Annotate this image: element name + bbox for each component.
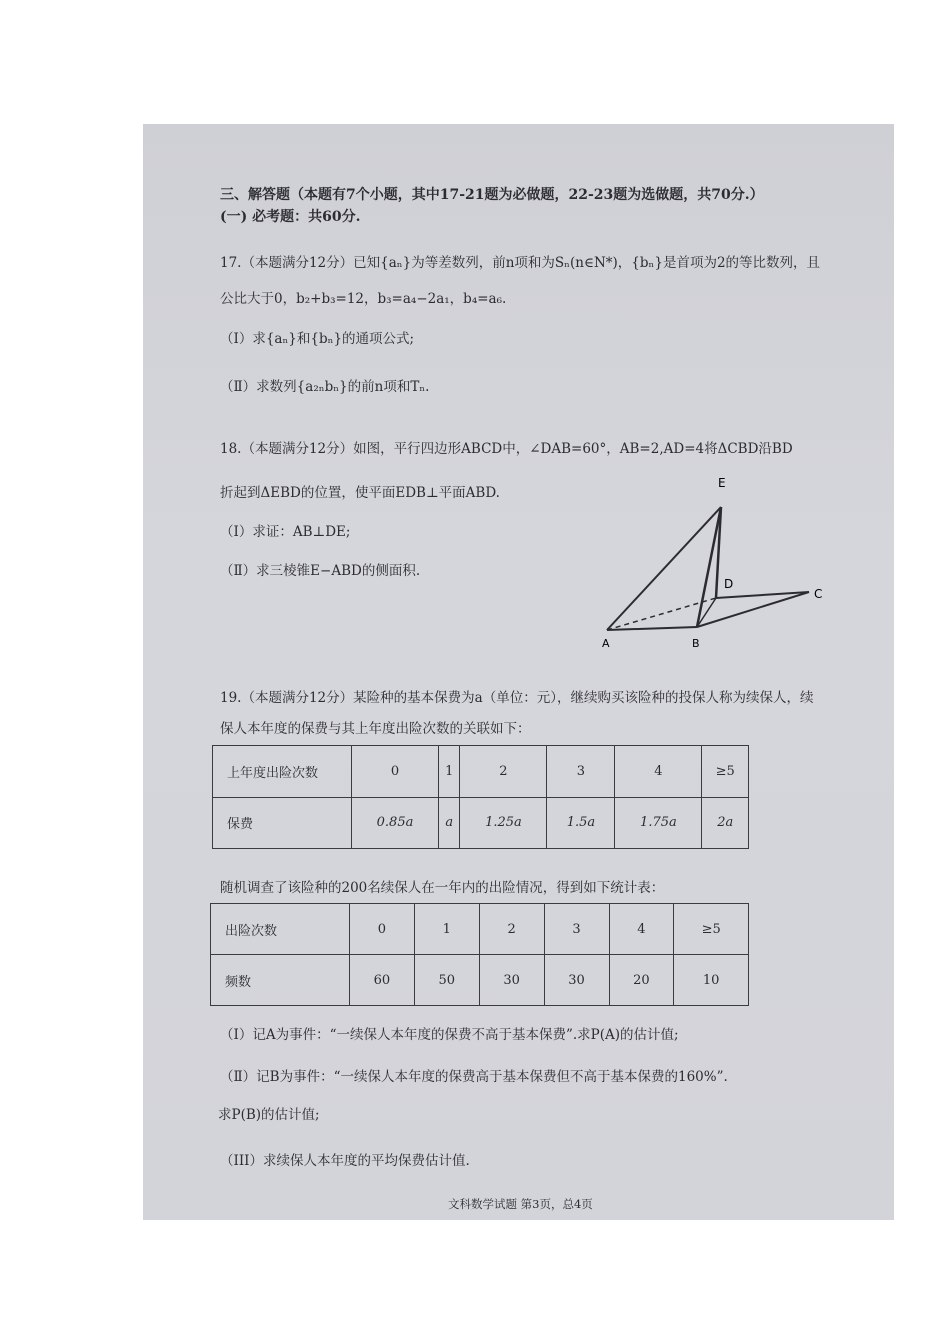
table-cell: 3 bbox=[544, 904, 609, 955]
table-cell: 1 bbox=[414, 904, 479, 955]
table-cell: 10 bbox=[674, 955, 749, 1006]
table-cell: 30 bbox=[479, 955, 544, 1006]
frequency-table bbox=[210, 903, 749, 1006]
premium-table bbox=[212, 745, 749, 849]
table-header-cell: 保费 bbox=[213, 797, 352, 849]
q19-part2b: 求P(B)的估计值; bbox=[218, 1107, 320, 1123]
table-cell: 0 bbox=[350, 904, 415, 955]
q17-part2: （Ⅱ）求数列{a₂ₙbₙ}的前n项和Tₙ. bbox=[220, 379, 430, 395]
label-E: E bbox=[718, 476, 726, 490]
section-subheading: (一) 必考题：共60分. bbox=[220, 209, 361, 225]
q19-part1: （Ⅰ）记A为事件：“一续保人本年度的保费不高于基本保费”.求P(A)的估计值; bbox=[220, 1027, 679, 1043]
table-cell: 2 bbox=[479, 904, 544, 955]
table-cell: 4 bbox=[615, 746, 702, 798]
table-header-cell: 出险次数 bbox=[211, 904, 350, 955]
table-cell: 30 bbox=[544, 955, 609, 1006]
label-C: C bbox=[814, 587, 823, 601]
table-cell: ≥5 bbox=[702, 746, 749, 798]
table-header-cell: 上年度出险次数 bbox=[213, 746, 352, 798]
table-cell: a bbox=[439, 797, 460, 849]
label-A: A bbox=[602, 637, 610, 650]
table-cell: 2 bbox=[460, 746, 547, 798]
page-footer: 文科数学试题 第3页，总4页 bbox=[448, 1197, 593, 1211]
table-cell: 1.25a bbox=[460, 797, 547, 849]
q19-survey: 随机调查了该险种的200名续保人在一年内的出险情况，得到如下统计表： bbox=[220, 880, 665, 896]
q17-line1: 17.（本题满分12分）已知{aₙ}为等差数列，前n项和为Sₙ(n∈N*)，{bₙ}是首项为2的等比数列，且 bbox=[220, 255, 821, 271]
table-cell: 1.5a bbox=[547, 797, 615, 849]
label-D: D bbox=[724, 577, 734, 591]
table-cell: 20 bbox=[609, 955, 674, 1006]
table-cell: 50 bbox=[414, 955, 479, 1006]
section-heading: 三、解答题（本题有7个小题，其中17-21题为必做题，22-23题为选做题，共70分.） bbox=[220, 187, 764, 203]
table-row bbox=[213, 797, 749, 849]
table-cell: 0.85a bbox=[352, 797, 439, 849]
table-cell: 60 bbox=[350, 955, 415, 1006]
table-row bbox=[213, 746, 749, 798]
table-cell: 4 bbox=[609, 904, 674, 955]
q17-part1: （Ⅰ）求{aₙ}和{bₙ}的通项公式; bbox=[220, 331, 415, 347]
pyramid-figure bbox=[590, 470, 850, 660]
table-cell: 0 bbox=[352, 746, 439, 798]
table-row bbox=[211, 904, 749, 955]
table-cell: ≥5 bbox=[674, 904, 749, 955]
q18-line1: 18.（本题满分12分）如图，平行四边形ABCD中，∠DAB=60°，AB=2,AD=4将ΔCBD沿BD bbox=[220, 441, 793, 457]
q17-line2: 公比大于0，b₂+b₃=12，b₃=a₄−2a₁，b₄=a₆. bbox=[220, 291, 507, 307]
table-cell: 3 bbox=[547, 746, 615, 798]
table-header-cell: 频数 bbox=[211, 955, 350, 1006]
table-cell: 2a bbox=[702, 797, 749, 849]
q19-part2: （Ⅱ）记B为事件：“一续保人本年度的保费高于基本保费但不高于基本保费的160%”. bbox=[220, 1069, 728, 1085]
q19-line1: 19.（本题满分12分）某险种的基本保费为a（单位：元），继续购买该险种的投保人称为续保人，续 bbox=[220, 690, 814, 706]
q19-line2: 保人本年度的保费与其上年度出险次数的关联如下： bbox=[220, 721, 531, 737]
table-cell: 1 bbox=[439, 746, 460, 798]
q18-part2: （Ⅱ）求三棱锥E−ABD的侧面积. bbox=[220, 563, 421, 579]
q18-part1: （Ⅰ）求证：AB⊥DE; bbox=[220, 524, 351, 540]
label-B: B bbox=[692, 637, 700, 650]
exam-sheet bbox=[143, 124, 894, 1220]
q19-part3: （III）求续保人本年度的平均保费估计值. bbox=[220, 1153, 470, 1169]
q18-line2: 折起到ΔEBD的位置，使平面EDB⊥平面ABD. bbox=[220, 485, 500, 501]
table-cell: 1.75a bbox=[615, 797, 702, 849]
table-row bbox=[211, 955, 749, 1006]
